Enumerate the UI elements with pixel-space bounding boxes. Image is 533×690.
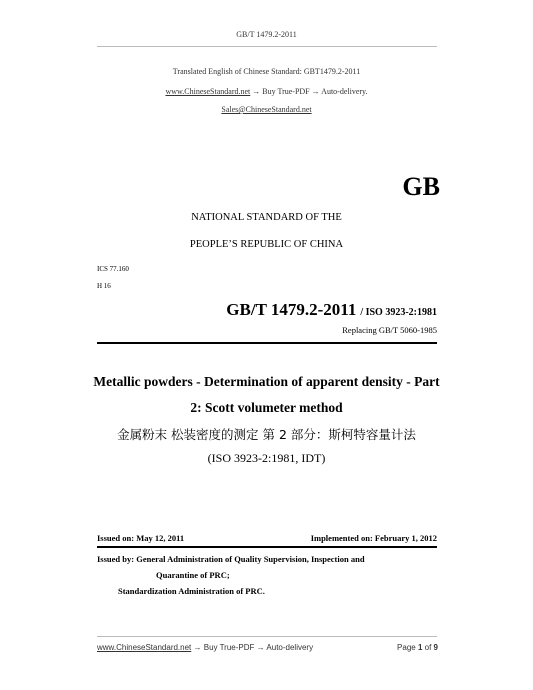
purchase-suffix: → Buy True-PDF → Auto-delivery.: [250, 87, 368, 96]
title-en-line1: Metallic powders - Determination of apparent density - Part: [93, 374, 440, 389]
page-indicator: [330, 643, 438, 652]
title-cn: 金属粉末 松装密度的测定 第 2 部分：斯柯特容量计法: [117, 427, 416, 442]
sales-email-link[interactable]: Sales@ChineseStandard.net: [221, 105, 312, 114]
purchase-line: [0, 87, 533, 96]
implemented-date: Implemented on: February 1, 2012: [310, 533, 437, 543]
page-total: 9: [433, 643, 438, 652]
country-heading: PEOPLE’S REPUBLIC OF CHINA: [189, 239, 344, 250]
standard-number-line: [97, 300, 437, 320]
national-standard-heading: NATIONAL STANDARD OF THE: [191, 212, 342, 223]
iso-equivalent: / ISO 3923-2:1981: [360, 307, 437, 318]
issuer-line1: Issued by: General Administration of Quality Supervision, Inspection and: [97, 554, 365, 564]
classification-code: H 16: [97, 282, 111, 290]
footer-site-link[interactable]: www.ChineseStandard.net: [97, 643, 192, 652]
header-divider: [97, 46, 437, 47]
dates-divider: [97, 546, 437, 548]
title-divider: [97, 342, 437, 344]
footer-divider: [97, 636, 437, 637]
iso-idt: (ISO 3923-2:1981, IDT): [207, 451, 326, 465]
footer-links: [97, 643, 313, 652]
issuer-line3: Standardization Administration of PRC.: [118, 586, 265, 596]
title-en-line2: 2: Scott volumeter method: [190, 400, 343, 415]
replacing-note: Replacing GB/T 5060-1985: [342, 325, 437, 335]
page-label: Page: [397, 643, 416, 652]
of-label: of: [424, 643, 432, 652]
running-header: GB/T 1479.2-2011: [236, 30, 297, 39]
issuer-block: [97, 551, 438, 599]
sales-line: [0, 105, 533, 114]
standard-number: GB/T 1479.2-2011: [226, 300, 357, 319]
site-link[interactable]: www.ChineseStandard.net: [165, 87, 251, 96]
issuer-line2: Quarantine of PRC;: [156, 570, 230, 580]
issued-date: Issued on: May 12, 2011: [97, 533, 185, 543]
translation-note: Translated English of Chinese Standard: GBT1479.2-2011: [172, 67, 361, 76]
footer-suffix: → Buy True-PDF → Auto-delivery: [191, 643, 314, 652]
page-number: 1: [417, 643, 423, 652]
ics-code: ICS 77.160: [97, 265, 129, 273]
gb-mark: GB: [402, 172, 440, 201]
